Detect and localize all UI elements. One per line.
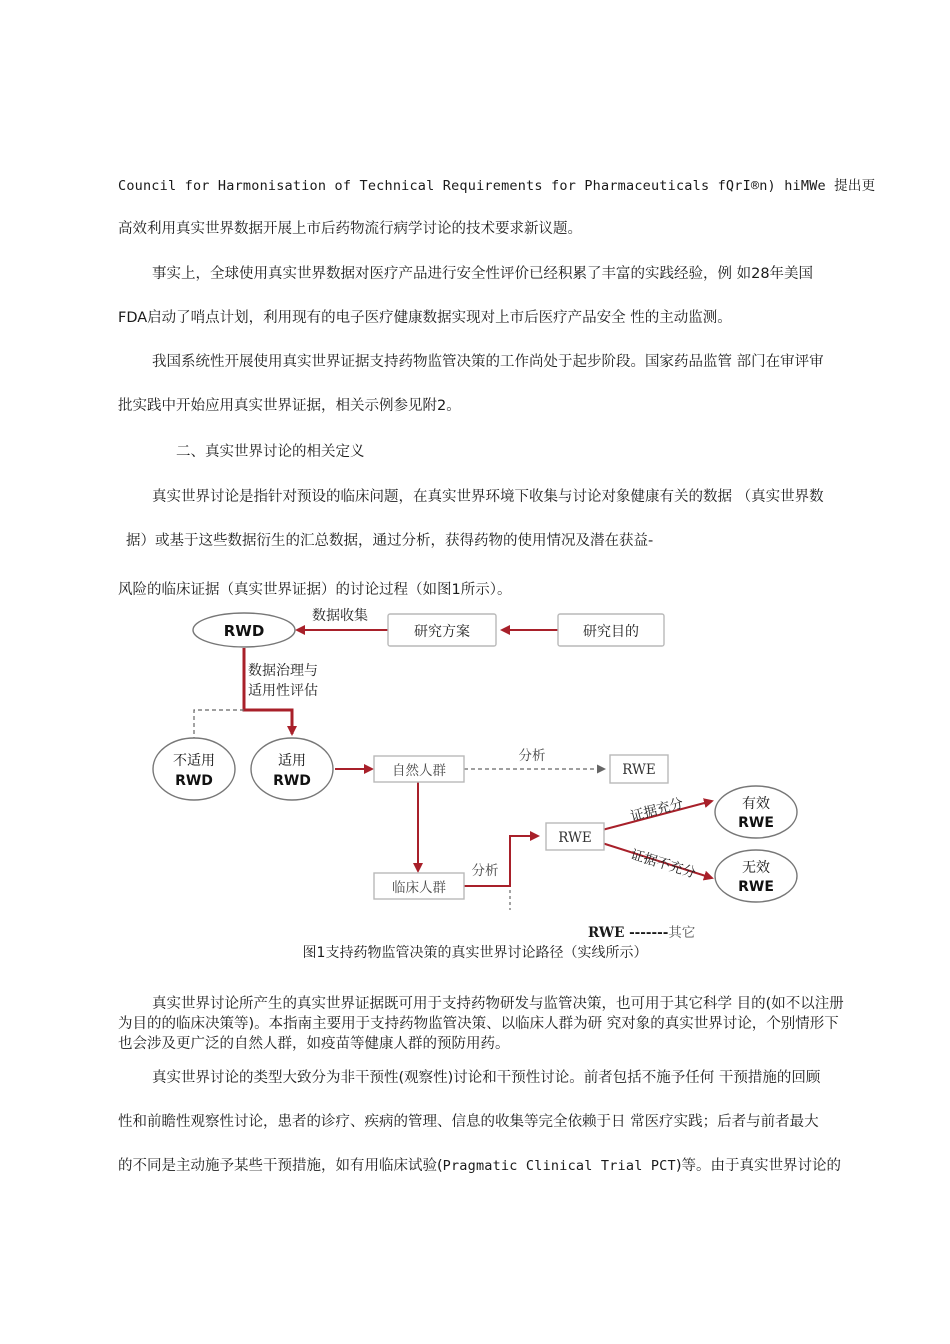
edge-label-evidence-sufficient: 证据充分	[628, 795, 686, 825]
paragraph-line: 风险的临床证据（真实世界证据）的讨论过程（如图1所示）。	[118, 582, 512, 598]
edge-label-analysis-bottom: 分析	[471, 863, 499, 879]
node-clinical-population-label: 临床人群	[392, 880, 446, 896]
section-heading: 二、真实世界讨论的相关定义	[176, 444, 365, 460]
paragraph-line: 我国系统性开展使用真实世界证据支持药物监管决策的工作尚处于起步阶段。国家药品监管 部门在审评审	[152, 354, 824, 370]
dashed-rwd-to-unsuitable	[194, 710, 244, 738]
node-invalid-line2: RWE	[738, 879, 774, 895]
node-unsuitable-line2: RWD	[175, 773, 213, 789]
edge-label-evidence-insufficient: 证据不充分	[628, 846, 698, 882]
paragraph-block	[118, 994, 850, 1054]
paragraph-line: 批实践中开始应用真实世界证据，相关示例参见附2。	[118, 398, 461, 414]
paragraph-line: 性和前瞻性观察性讨论，患者的诊疗、疾病的管理、信息的收集等完全依赖于日 常医疗实践；后者与前者最大	[118, 1114, 819, 1130]
edge-label-governance-2: 适用性评估	[248, 683, 318, 699]
node-unsuitable-line1: 不适用	[173, 753, 215, 769]
edge-label-analysis-top: 分析	[518, 748, 546, 764]
text-span-mono: Pragmatic Clinical Trial PCT	[442, 1158, 676, 1174]
edge-label-governance-1: 数据治理与	[248, 663, 318, 679]
paragraph-line: 据）或基于这些数据衍生的汇总数据，通过分析，获得药物的使用情况及潜在获益-	[126, 533, 654, 549]
text-span: )等。由于真实世界讨论的	[675, 1158, 841, 1174]
node-unsuitable-rwd	[153, 738, 235, 800]
figure-legend	[588, 921, 695, 941]
legend-text: 其它	[668, 925, 696, 941]
node-suitable-line1: 适用	[278, 753, 306, 769]
legend-bold: RWE	[588, 925, 625, 941]
paragraph-line: 事实上，全球使用真实世界数据对医疗产品进行安全性评价已经积累了丰富的实践经验，例 如28年美国	[152, 266, 814, 282]
node-suitable-rwd	[251, 738, 333, 800]
node-suitable-line2: RWD	[273, 773, 311, 789]
node-valid-line2: RWE	[738, 815, 774, 831]
node-study-design-label: 研究方案	[414, 624, 470, 640]
figure-caption: 图1支持药物监管决策的真实世界讨论路径（实线所示）	[302, 945, 648, 961]
paragraph-line: 真实世界讨论是指针对预设的临床问题，在真实世界环境下收集与讨论对象健康有关的数据 （真实世界数	[152, 489, 824, 505]
node-study-goal-label: 研究目的	[583, 624, 639, 640]
legend-dashes: -------	[624, 925, 669, 941]
paragraph: 真实世界讨论所产生的真实世界证据既可用于支持药物研发与监管决策，也可用于其它科学 目的(如不以注册为目的的临床决策等)。本指南主要用于支持药物监管决策、以临床人群为研 究对象的真实世界讨论，个别情形下也会涉及更广泛的自然人群，如疫苗等健康人群的预防用药。	[118, 996, 844, 1052]
paragraph-line	[118, 1156, 841, 1176]
rwe-pathway-diagram	[140, 600, 820, 918]
node-natural-population-label: 自然人群	[392, 763, 446, 779]
node-rwe-mid-label: RWE	[558, 830, 592, 846]
paragraph-line: 真实世界讨论的类型大致分为非干预性(观察性)讨论和干预性讨论。前者包括不施予任何 干预措施的回顾	[152, 1070, 821, 1086]
paragraph-line: Council for Harmonisation of Technical Requirements for Pharmaceuticals fQrI®n) hiMWe 提出更	[118, 178, 876, 194]
edge-label-data-collection: 数据收集	[312, 608, 368, 624]
paragraph-line: 高效利用真实世界数据开展上市后药物流行病学讨论的技术要求新议题。	[118, 221, 582, 237]
node-invalid-line1: 无效	[742, 860, 770, 876]
text-span: 的不同是主动施予某些干预措施，如有用临床试验(	[118, 1158, 443, 1174]
paragraph-line: FDA启动了哨点计划，利用现有的电子医疗健康数据实现对上市后医疗产品安全 性的主动监测。	[118, 310, 732, 326]
node-rwd-label: RWD	[223, 622, 265, 640]
node-rwe-top-label: RWE	[622, 762, 656, 778]
node-valid-line1: 有效	[742, 796, 770, 812]
